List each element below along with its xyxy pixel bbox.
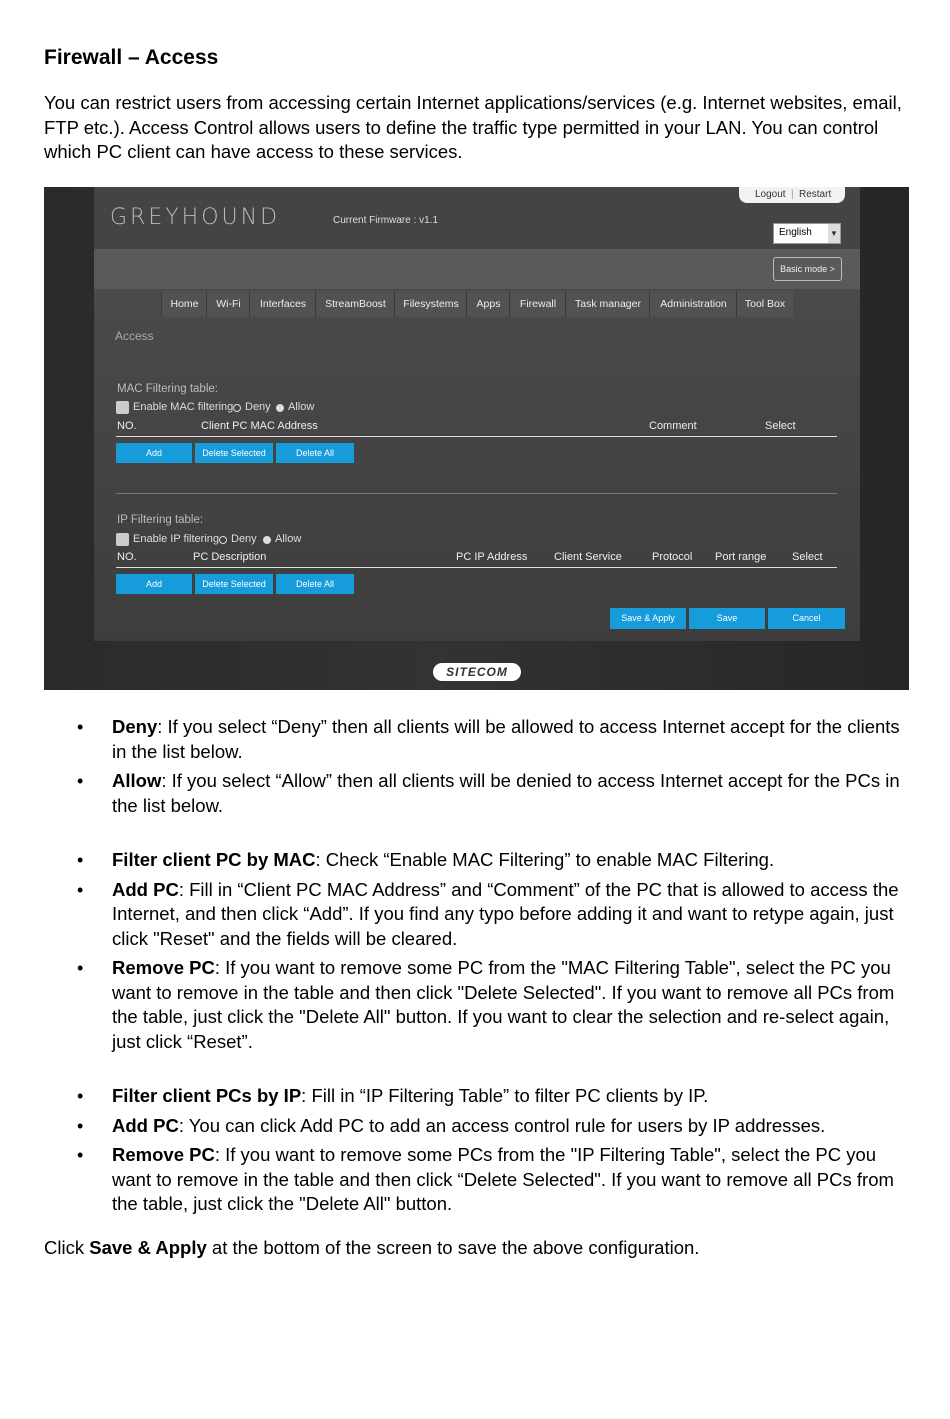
bullet-term: Remove PC [112, 957, 215, 978]
bullet-text: : If you select “Deny” then all clients will be allowed to access Internet accept for the clients in the list below. [112, 716, 900, 762]
ip-enable-checkbox[interactable] [116, 533, 129, 546]
list-item [44, 1143, 914, 1217]
nav-administration[interactable]: Administration [649, 291, 737, 317]
nav-task-manager[interactable]: Task manager [565, 291, 650, 317]
list-item [44, 769, 914, 818]
cancel-button[interactable]: Cancel [768, 608, 845, 629]
ip-delete-all-button[interactable]: Delete All [276, 574, 354, 594]
nav-interfaces[interactable]: Interfaces [249, 291, 316, 317]
link-divider: | [791, 189, 794, 200]
ip-deny-radio[interactable] [219, 536, 227, 544]
bullet-term: Add PC [112, 1114, 179, 1136]
firmware-version: Current Firmware : v1.1 [333, 215, 439, 226]
basic-mode-button[interactable]: Basic mode > [773, 257, 842, 281]
ip-col-no: NO. [117, 551, 137, 563]
bullet-text: : If you select “Allow” then all clients will be denied to access Internet accept for the PCs in the list below. [112, 770, 900, 816]
ip-allow-label: Allow [275, 533, 302, 545]
mode-band [94, 249, 860, 289]
nav-apps[interactable]: Apps [466, 291, 510, 317]
mode-bullets [44, 715, 914, 818]
bullet-text: : If you want to remove some PC from the "MAC Filtering Table", select the PC you want to remove in the table and then click "Delete Selected". If you want to remove all PCs from the table, just click the "Delete All" button. If you want to clear the selection and re-select again, just click “Reset”. [112, 957, 895, 1052]
main-nav [94, 291, 860, 317]
nav-streamboost[interactable]: StreamBoost [315, 291, 395, 317]
bullet-term: Allow [112, 770, 162, 791]
mac-delete-selected-button[interactable]: Delete Selected [195, 443, 273, 463]
ip-header-rule [116, 567, 837, 568]
ip-col-select: Select [792, 551, 823, 563]
sitecom-logo: SITECOM [433, 663, 521, 681]
list-item [44, 848, 914, 873]
ip-deny-label: Deny [231, 533, 257, 545]
list-item [44, 715, 914, 764]
bullet-icon: • [77, 850, 84, 870]
bullet-text: : If you want to remove some PCs from the "IP Filtering Table", select the PC you want to remove in the table and then click “Delete Selected". If you want to remove all PCs from the table, just click the "Delete All" button. [112, 1144, 894, 1214]
mac-enable-label: Enable MAC filtering [133, 401, 234, 413]
language-select[interactable] [773, 223, 841, 244]
mac-deny-radio[interactable] [233, 404, 241, 412]
top-links [739, 187, 845, 203]
closing-term: Save & Apply [89, 1237, 207, 1258]
nav-tool-box[interactable]: Tool Box [736, 291, 793, 317]
page-title: Firewall – Access [44, 46, 219, 69]
bullet-icon: • [77, 771, 84, 791]
mac-enable-checkbox[interactable] [116, 401, 129, 414]
restart-link[interactable]: Restart [799, 189, 832, 200]
ip-table-title: IP Filtering table: [117, 514, 204, 526]
access-heading: Access [115, 329, 154, 343]
mac-col-address: Client PC MAC Address [201, 420, 318, 432]
closing-paragraph [44, 1236, 699, 1261]
ip-col-service: Client Service [554, 551, 622, 563]
mac-allow-radio[interactable] [276, 404, 284, 412]
bullet-term: Deny [112, 716, 158, 737]
logout-link[interactable]: Logout [755, 189, 786, 200]
list-item [44, 1084, 914, 1109]
ip-enable-label: Enable IP filtering [133, 533, 220, 545]
closing-post: at the bottom of the screen to save the above configuration. [206, 1237, 700, 1258]
ip-col-port-range: Port range [715, 551, 767, 563]
mac-enable-row [116, 401, 376, 415]
bullet-term: Filter client PCs by IP [112, 1085, 302, 1106]
mac-col-no: NO. [117, 420, 137, 432]
mac-add-button[interactable]: Add [116, 443, 192, 463]
nav-home[interactable]: Home [161, 291, 207, 317]
mac-bullets [44, 848, 914, 1054]
ip-col-protocol: Protocol [652, 551, 693, 563]
list-item [44, 956, 914, 1054]
ip-add-button[interactable]: Add [116, 574, 192, 594]
mac-delete-all-button[interactable]: Delete All [276, 443, 354, 463]
bullet-term: Filter client PC by MAC [112, 849, 316, 870]
bullet-text: : You can click Add PC to add an access control rule for users by IP addresses. [178, 1114, 826, 1136]
nav-wifi[interactable]: Wi-Fi [206, 291, 250, 317]
list-item [44, 1114, 914, 1139]
router-screenshot [44, 187, 909, 690]
nav-filesystems[interactable]: Filesystems [394, 291, 467, 317]
ip-allow-radio[interactable] [263, 536, 271, 544]
mac-table-title: MAC Filtering table: [117, 383, 218, 395]
list-item [44, 878, 914, 952]
intro-paragraph: You can restrict users from accessing certain Internet applications/services (e.g. Internet websites, email, FTP etc.). Access Control allows users to define the traffic type permitted in your LAN. You can control which PC client can have access to these services. [44, 92, 902, 162]
nav-firewall[interactable]: Firewall [509, 291, 566, 317]
ip-delete-selected-button[interactable]: Delete Selected [195, 574, 273, 594]
closing-pre: Click [44, 1237, 90, 1258]
bullet-term: Add PC [112, 878, 179, 900]
bullet-text: : Fill in “Client PC MAC Address” and “Comment” of the PC that is allowed to access the Internet, and then click “Add”. If you find any typo before adding it and want to retype again, just click "Reset" and the fields will be cleared. [112, 878, 899, 949]
bullet-icon: • [77, 1145, 84, 1165]
language-value: English [779, 227, 812, 238]
section-divider [116, 493, 837, 494]
mac-header-rule [116, 436, 837, 437]
bullet-icon: • [77, 1115, 84, 1136]
bullet-term: Remove PC [112, 1144, 215, 1165]
ip-bullets [44, 1084, 914, 1217]
bullet-icon: • [77, 717, 84, 737]
save-apply-button[interactable]: Save & Apply [610, 608, 686, 629]
bullet-text: : Check “Enable MAC Filtering” to enable MAC Filtering. [315, 849, 775, 870]
greyhound-logo: GREYHOUND [110, 205, 281, 230]
ip-col-address: PC IP Address [456, 551, 528, 563]
bullet-text: : Fill in “IP Filtering Table” to filter PC clients by IP. [301, 1085, 709, 1106]
bullet-icon: • [77, 1086, 84, 1106]
mac-allow-label: Allow [288, 401, 315, 413]
save-button[interactable]: Save [689, 608, 765, 629]
ip-enable-row [116, 533, 376, 547]
bullet-icon: • [77, 879, 84, 900]
chevron-down-icon: ▼ [828, 224, 840, 243]
mac-col-comment: Comment [649, 420, 697, 432]
mac-deny-label: Deny [245, 401, 271, 413]
ip-col-description: PC Description [193, 551, 267, 563]
bullet-icon: • [77, 958, 84, 978]
mac-col-select: Select [765, 420, 796, 432]
